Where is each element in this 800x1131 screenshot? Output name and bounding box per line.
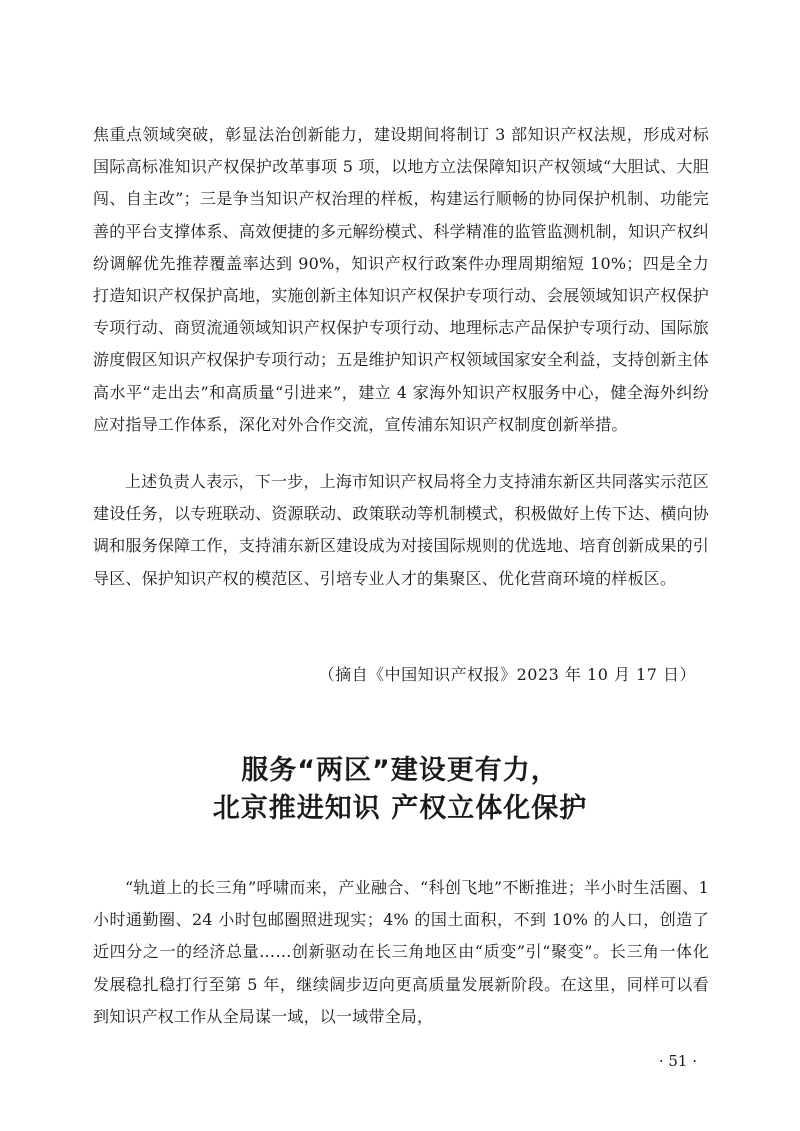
article-title-line-2: 北京推进知识 产权立体化保护 [212, 793, 588, 824]
source-citation: （摘自《中国知识产权报》2023 年 10 月 17 日） [318, 665, 696, 684]
body-paragraph: “轨道上的长三角”呼啸而来，产业融合、“科创飞地”不断推进；半小时生活圈、1 小时通勤圈、24 小时包邮圈照进现实；4% 的国土面积，不到 10% 的人口，创造了近四分之一的经济总量……创新驱动在长三角地区由“质变”引“聚变”。长三角一体化发展稳扎稳打行至第 5 年，继续阔步迈向更高质量发展新阶段。在这里，同样可以看到知识产权工作从全局谋一域，以一域带全局， [93, 878, 709, 1026]
article-title [0, 752, 800, 828]
body-paragraph: 焦重点领域突破，彰显法治创新能力，建设期间将制订 3 部知识产权法规，形成对标国际高标准知识产权保护改革事项 5 项，以地方立法保障知识产权领域“大胆试、大胆闯、自主改”；三是争当知识产权治理的样板，构建运行顺畅的协同保护机制、功能完善的平台支撑体系、高效便捷的多元解纷模式、科学精准的监管监测机制，知识产权纠纷调解优先推荐覆盖率达到 90%，知识产权行政案件办理周期缩短 10%；四是全力打造知识产权保护高地，实施创新主体知识产权保护专项行动、会展领域知识产权保护专项行动、商贸流通领域知识产权保护专项行动、地理标志产品保护专项行动、国际旅游度假区知识产权保护专项行动；五是维护知识产权领域国家安全利益，支持创新主体高水平“走出去”和高质量“引进来”，建立 4 家海外知识产权服务中心，健全海外纠纷应对指导工作体系，深化对外合作交流，宣传浦东知识产权制度创新举措。 [93, 125, 709, 434]
article-title-line-1: 服务“两区”建设更有力， [241, 755, 559, 786]
page-number: · 51 · [658, 1052, 697, 1070]
body-paragraph: 上述负责人表示，下一步，上海市知识产权局将全力支持浦东新区共同落实示范区建设任务，以专班联动、资源联动、政策联动等机制模式，积极做好上传下达、横向协调和服务保障工作，支持浦东新区建设成为对接国际规则的优选地、培育创新成果的引导区、保护知识产权的模范区、引培专业人才的集聚区、优化营商环境的样板区。 [93, 472, 709, 588]
